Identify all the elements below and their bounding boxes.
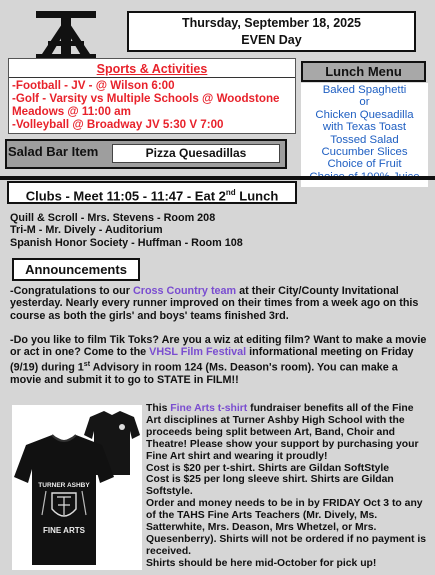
- lunch-item: or: [359, 96, 370, 109]
- sports-divider: [9, 77, 295, 78]
- fine-arts-shirt-highlight: Fine Arts t-shirt: [170, 403, 248, 414]
- lunch-menu-list: [301, 83, 428, 187]
- clubs-list: [10, 212, 243, 249]
- film-festival-highlight: VHSL Film Festival: [149, 346, 247, 359]
- announcement-cross-country: [10, 285, 428, 322]
- date-header: [127, 11, 416, 52]
- fine-arts-cost-longsleeve: Cost is $25 per long sleeve shirt. Shirts are Gildan Softstyle.: [146, 474, 394, 498]
- announcement-text: Advisory in room 124 (Ms. Deason's room). You can make a movie and submit it to go to STATE in FILM!!: [10, 361, 398, 386]
- announcement-film-festival: [10, 334, 428, 386]
- lunch-menu-title: Lunch Menu: [301, 61, 426, 82]
- sports-item-volleyball: -Volleyball @ Broadway JV 5:30 V 7:00: [12, 118, 224, 131]
- shirt-school-text: TURNER ASHBY: [38, 482, 90, 489]
- announcement-sup: st: [83, 360, 91, 368]
- cross-country-highlight: Cross Country team: [132, 285, 237, 297]
- school-logo: [32, 8, 100, 60]
- lunch-item: Choice of Fruit: [327, 158, 402, 171]
- announcement-text: -Congratulations to our: [10, 285, 133, 297]
- club-item: Quill & Scroll - Mrs. Stevens - Room 208: [10, 212, 216, 224]
- lunch-item: with Texas Toast: [322, 121, 407, 134]
- announcement-text: at their City/County Invitational yesterday. Nearly every runner improved on their times from a week ago on this course as both the girls' and boys' teams finished 3rd.: [10, 285, 419, 322]
- lunch-item: Chicken Quesadilla: [315, 108, 414, 121]
- fine-arts-intro: [146, 403, 428, 463]
- fine-arts-pickup: Shirts should be here mid-October for pick up!: [146, 557, 377, 569]
- sports-item-football: -Football - JV - @ Wilson 6:00: [12, 79, 175, 92]
- sports-activities-box: [8, 58, 296, 134]
- announcements-heading: Announcements: [12, 258, 140, 281]
- fine-arts-shirt-image: [12, 405, 142, 570]
- clubs-heading-text: Clubs - Meet 11:05 - 11:47 - Eat 2: [25, 188, 226, 204]
- fine-arts-fundraiser-text: [146, 403, 428, 570]
- date-line: Thursday, September 18, 2025: [181, 16, 362, 30]
- salad-bar-label: Salad Bar Item: [8, 144, 99, 159]
- fine-arts-order-info: Order and money needs to be in by FRIDAY Oct 3 to any of the TAHS Fine Arts Teachers (Mr. Dively, Ms. Satterwhite, Mrs. Deason, Mrs Whetzel, or Mrs. Quesenberry). Shirts will not be ordered if no payment is received.: [146, 498, 427, 557]
- salad-bar-value: Pizza Quesadillas: [112, 144, 280, 163]
- clubs-heading-tail: Lunch: [235, 188, 279, 204]
- sports-title: Sports & Activities: [96, 62, 208, 76]
- section-divider: [0, 176, 435, 180]
- sports-item-golf: -Golf - Varsity vs Multiple Schools @ Woodstone Meadows @ 11:00 am: [12, 92, 280, 118]
- day-type: EVEN Day: [241, 33, 302, 47]
- lunch-item: Tossed Salad: [330, 133, 399, 146]
- announcement-text: informational meeting on Friday (9/19) during 1: [10, 346, 414, 374]
- fine-arts-cost-tshirt: Cost is $20 per t-shirt. Shirts are Gildan SoftStyle: [146, 462, 390, 474]
- club-item: Spanish Honor Society - Huffman - Room 108: [10, 236, 243, 249]
- lunch-item: Baked Spaghetti: [322, 84, 407, 96]
- clubs-heading: [7, 181, 297, 204]
- fine-arts-text: This: [146, 403, 171, 414]
- announcement-text: -Do you like to film Tik Toks? Are you a wiz at editing film? Want to make a movie or act in one? Come to the: [10, 334, 427, 359]
- fine-arts-text: fundraiser benefits all of the Fine Art disciplines at Turner Ashby High School with the proceeds being split between Art, Band, Choir and Theatre! Please show your support by purchasing your Fine Art shirt and wearing it proudly!: [146, 403, 419, 462]
- clubs-heading-sup: nd: [225, 188, 236, 197]
- lunch-item: Cucumber Slices: [321, 146, 408, 159]
- shirt-fine-arts-text: FINE ARTS: [43, 526, 85, 535]
- club-item: Tri-M - Mr. Dively - Auditorium: [10, 224, 163, 237]
